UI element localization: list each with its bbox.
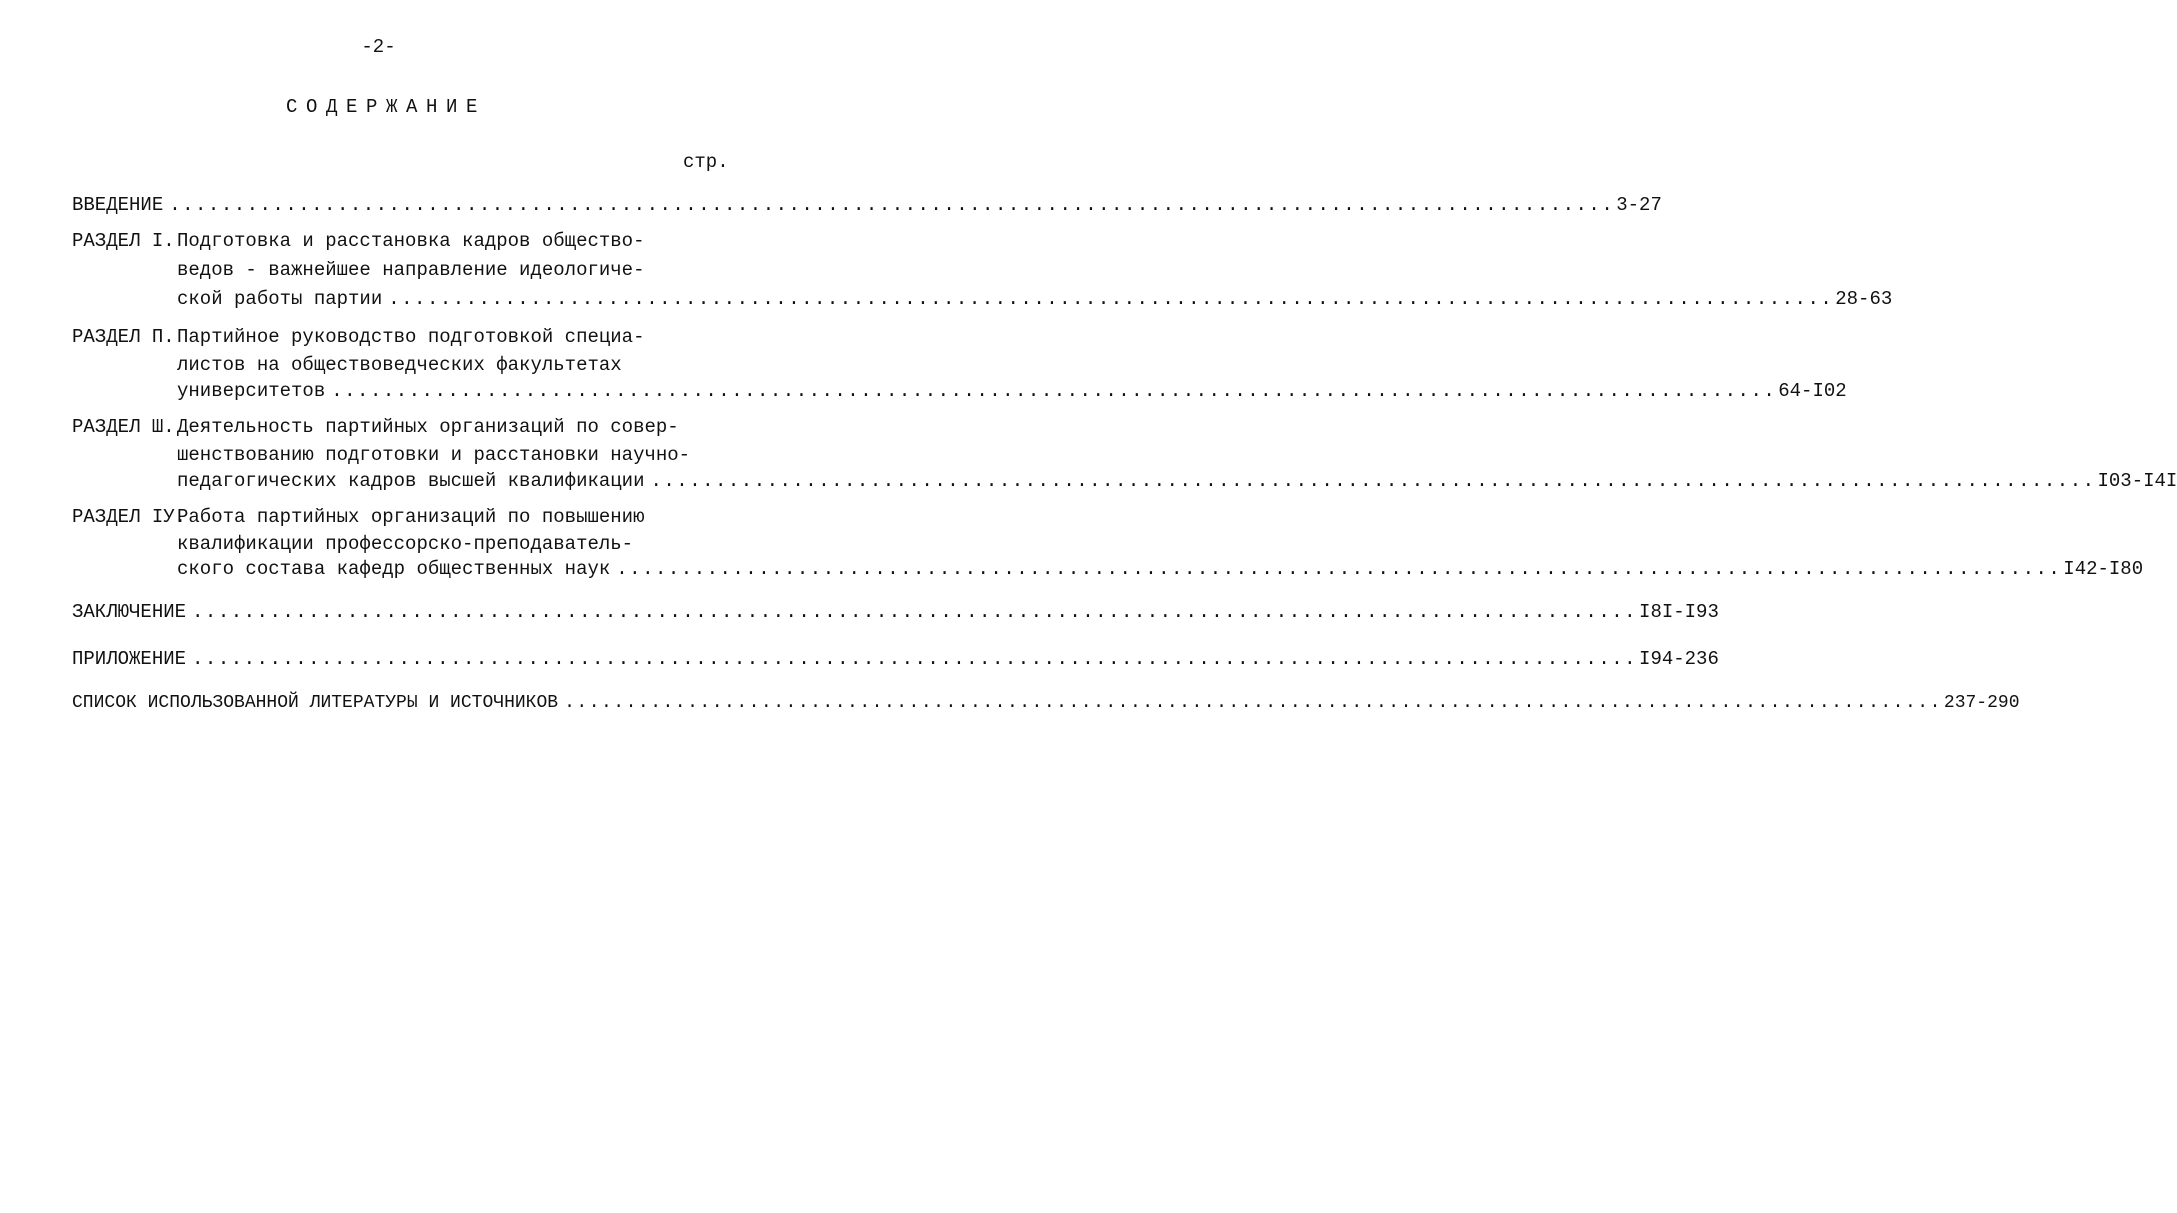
toc-entry-pages: 3-27 [1616,194,1662,216]
dot-leader: ................................................................................................................ [388,288,1834,310]
dot-leader: ................................................................................................................ [169,194,1615,216]
page-title: СОДЕРЖАНИЕ [286,96,487,118]
toc-entry-label: РАЗДЕЛ П. [72,326,175,348]
toc-entry-label: ЗАКЛЮЧЕНИЕ [72,601,187,623]
toc-entry-label: СПИСОК ИСПОЛЬЗОВАННОЙ ЛИТЕРАТУРЫ И ИСТОЧНИКОВ [72,693,559,713]
page-column-header: стр. [683,151,729,173]
toc-entry-text-line: Деятельность партийных организаций по совер- [177,416,679,438]
toc-entry-references[interactable] [72,689,2020,718]
toc-entry-pages: I03-I4I [2097,470,2177,492]
toc-entry-last-line [177,377,1847,406]
toc-entry-label: РАЗДЕЛ I. [72,230,175,252]
toc-entry-text-line: Работа партийных организаций по повышению [177,506,645,528]
page-number: -2- [361,36,396,58]
toc-entry-last-line [177,285,1893,314]
toc-entry-intro[interactable] [72,191,1662,220]
toc-entry-text-line: Партийное руководство подготовкой специа- [177,326,645,348]
toc-entry-conclusion[interactable] [72,598,1719,627]
toc-entry-text-line: педагогических кадров высшей квалификации [177,470,645,492]
toc-entry-text-line: Подготовка и расстановка кадров общество- [177,230,645,252]
toc-entry-text-line: ского состава кафедр общественных наук [177,558,611,580]
toc-entry-appendix[interactable] [72,645,1719,674]
toc-entry-pages: 237-290 [1943,693,2020,713]
toc-entry-last-line [177,467,2177,496]
toc-entry-text-line: квалификации профессорско-преподаватель- [177,533,634,555]
toc-entry-pages: I8I-I93 [1639,601,1719,623]
toc-entry-label: ПРИЛОЖЕНИЕ [72,648,187,670]
toc-entry-text-line: шенствованию подготовки и расстановки научно- [177,444,691,466]
dot-leader: ................................................................................................................ [650,470,2096,492]
dot-leader: ................................................................................................................ [616,558,2062,580]
toc-entry-pages: 64-I02 [1778,380,1847,402]
toc-entry-pages: 28-63 [1835,288,1893,310]
toc-entry-text-line: университетов [177,380,326,402]
dot-leader: ................................................................................................................ [331,380,1777,402]
dot-leader: ................................................................................................................ [564,693,1942,713]
toc-entry-pages: I42-I80 [2063,558,2144,580]
toc-entry-label: РАЗДЕЛ Ш. [72,416,175,438]
dot-leader: ................................................................................................................ [192,601,1638,623]
toc-entry-text-line: ской работы партии [177,288,383,310]
toc-entry-text-line: листов на обществоведческих факультетах [177,354,622,376]
toc-entry-label: РАЗДЕЛ IУ. [72,506,187,528]
dot-leader: ................................................................................................................ [192,648,1638,670]
toc-entry-pages: I94-236 [1639,648,1719,670]
toc-entry-text-line: ведов - важнейшее направление идеологиче- [177,259,645,281]
toc-entry-label: ВВЕДЕНИЕ [72,194,164,216]
toc-entry-last-line [177,555,2144,584]
